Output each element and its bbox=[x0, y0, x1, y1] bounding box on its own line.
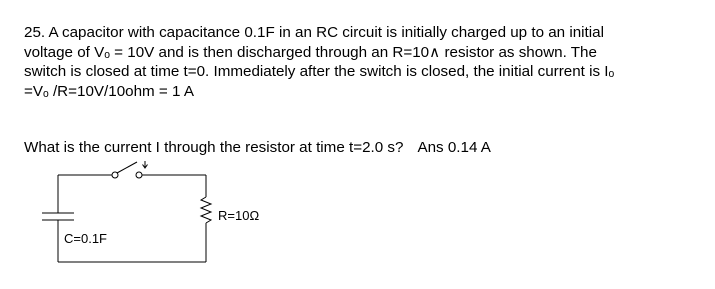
capacitor-label: C=0.1F bbox=[64, 231, 107, 246]
resistor-icon bbox=[201, 197, 211, 223]
problem-line-3: switch is closed at time t=0. Immediately after the switch is closed, the initial current is Iₒ bbox=[24, 63, 615, 80]
problem-line-1: 25. A capacitor with capacitance 0.1F in an RC circuit is initially charged up to an initial bbox=[24, 24, 604, 41]
problem-line-4: =Vₒ /R=10V/10ohm = 1 A bbox=[24, 82, 194, 100]
capacitor-icon bbox=[42, 213, 74, 220]
problem-line-2: voltage of Vₒ = 10V and is then discharged through an R=10∧ resistor as shown. The bbox=[24, 43, 597, 61]
question-text: What is the current I through the resistor at time t=2.0 s? bbox=[24, 139, 404, 156]
answer-text: Ans 0.14 A bbox=[417, 139, 491, 156]
resistor-label: R=10Ω bbox=[218, 208, 260, 223]
